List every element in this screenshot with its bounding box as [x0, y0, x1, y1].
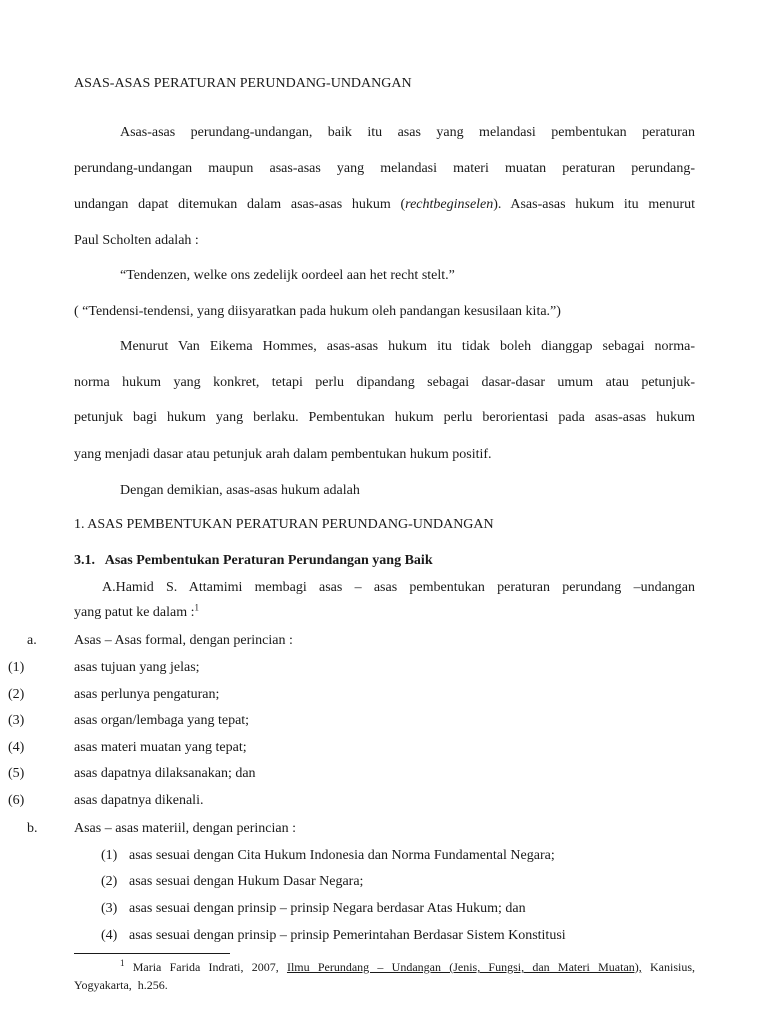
list-b-item: asas sesuai dengan prinsip – prinsip Negara berdasar Atas Hukum; dan	[129, 901, 526, 916]
footnote-line2: Yogyakarta, h.256.	[74, 978, 168, 992]
list-a-item-num: (1)	[8, 660, 25, 675]
footnote-number: 1	[120, 958, 125, 968]
para2-line3: petunjuk bagi hukum yang berlaku. Pembentukan hukum perlu berorientasi pada asas-asas hukum	[74, 410, 695, 425]
footnote-book-title: Ilmu Perundang – Undangan (Jenis, Fungsi, dan Materi Muatan),	[286, 960, 642, 974]
quote-translation: ( “Tendensi-tendensi, yang diisyaratkan pada hukum oleh pandangan kesusilaan kita.”)	[74, 304, 561, 319]
list-b-item-num: (2)	[101, 874, 118, 889]
list-a-item: asas organ/lembaga yang tepat;	[74, 713, 250, 728]
para2-line4: yang menjadi dasar atau petunjuk arah dalam pembentukan hukum positif.	[74, 447, 492, 462]
para3: Dengan demikian, asas-asas hukum adalah	[120, 483, 360, 498]
section-heading-3-1: 3.1. Asas Pembentukan Peraturan Perundangan yang Baik	[74, 553, 433, 568]
list-a-item: asas dapatnya dilaksanakan; dan	[74, 766, 256, 781]
rechtbeginselen-term: rechtbeginselen	[405, 197, 494, 212]
para1-line4: Paul Scholten adalah :	[74, 233, 199, 248]
list-b-item-num: (4)	[101, 928, 118, 943]
list-b-item: asas sesuai dengan Cita Hukum Indonesia dan Norma Fundamental Negara;	[129, 848, 555, 863]
list-a-item-num: (2)	[8, 687, 25, 702]
list-b-marker: b.	[27, 821, 38, 836]
list-a-item-num: (4)	[8, 740, 25, 755]
list-b-item: asas sesuai dengan prinsip – prinsip Pemerintahan Berdasar Sistem Konstitusi	[129, 928, 566, 943]
para2-line1: Menurut Van Eikema Hommes, asas-asas hukum itu tidak boleh dianggap sebagai norma-	[120, 339, 695, 354]
para4-line2	[74, 604, 695, 622]
list-b-item: asas sesuai dengan Hukum Dasar Negara;	[129, 874, 364, 889]
section-heading-1: 1. ASAS PEMBENTUKAN PERATURAN PERUNDANG-UNDANGAN	[74, 517, 494, 532]
para1-line3-a: undangan dapat ditemukan dalam asas-asas hukum (	[74, 197, 406, 212]
para1-line1: Asas-asas perundang-undangan, baik itu asas yang melandasi pembentukan peraturan	[120, 125, 695, 140]
para4-line2-text: yang patut ke dalam :	[74, 605, 195, 620]
footnote-ref: 1	[194, 602, 200, 613]
para1-line3	[74, 196, 695, 214]
list-a-item-num: (6)	[8, 793, 25, 808]
footnote-publisher: Kanisius,	[650, 960, 696, 974]
list-a-item: asas materi muatan yang tepat;	[74, 740, 247, 755]
document-title: ASAS-ASAS PERATURAN PERUNDANG-UNDANGAN	[74, 76, 412, 91]
para1-line3-b: ). Asas-asas hukum itu menurut	[493, 197, 695, 212]
para1-line2: perundang-undangan maupun asas-asas yang melandasi materi muatan peraturan perundang-	[74, 161, 695, 176]
list-a-item-num: (5)	[8, 766, 25, 781]
footnote-author: Maria Farida Indrati, 2007,	[132, 960, 279, 974]
list-a-item: asas tujuan yang jelas;	[74, 660, 200, 675]
list-a-item: asas perlunya pengaturan;	[74, 687, 220, 702]
scholten-quote: “Tendenzen, welke ons zedelijk oordeel aan het recht stelt.”	[120, 268, 455, 283]
list-a-item-num: (3)	[8, 713, 25, 728]
list-b-item-num: (1)	[101, 848, 118, 863]
para4-line1: A.Hamid S. Attamimi membagi asas – asas pembentukan peraturan perundang –undangan	[102, 580, 695, 595]
list-a-label: Asas – Asas formal, dengan perincian :	[74, 633, 293, 648]
para2-line2: norma hukum yang konkret, tetapi perlu dipandang sebagai dasar-dasar umum atau petunjuk-	[74, 375, 695, 390]
footnote-line1	[74, 959, 695, 975]
list-a-marker: a.	[27, 633, 37, 648]
list-a-item: asas dapatnya dikenali.	[74, 793, 204, 808]
footnote-separator	[74, 953, 230, 954]
list-b-label: Asas – asas materiil, dengan perincian :	[74, 821, 296, 836]
list-b-item-num: (3)	[101, 901, 118, 916]
